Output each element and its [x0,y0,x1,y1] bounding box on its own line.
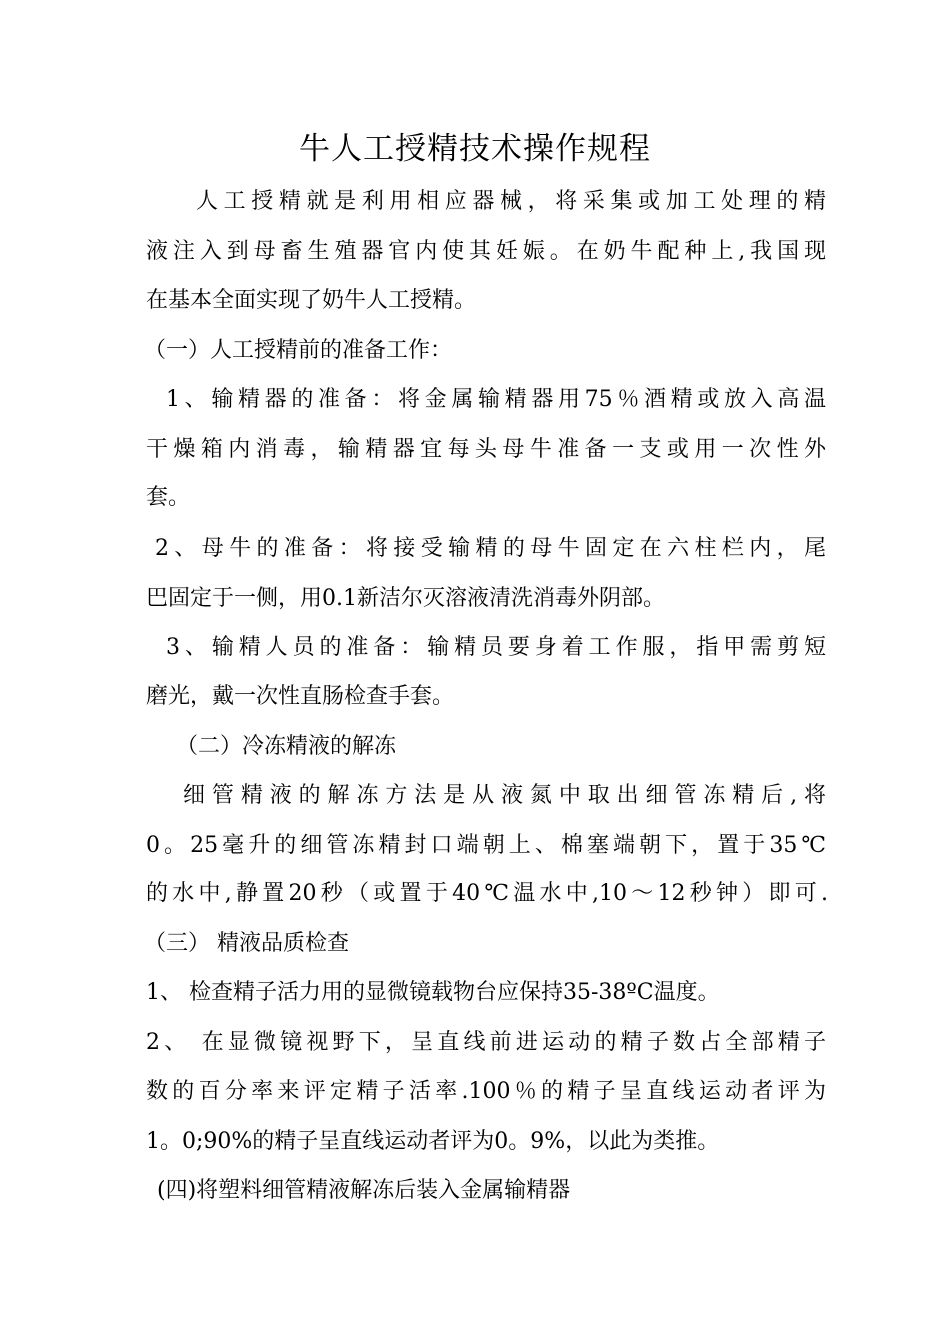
paragraph-line: 在基本全面实现了奶牛人工授精。 [146,288,477,313]
paragraph-line: 1、 检查精子活力用的显微镜载物台应保持35-38ºC温度。 [146,980,720,1005]
section-heading: (四)将塑料细管精液解冻后装入金属输精器 [157,1178,571,1203]
paragraph-line: 1。0;90%的精子呈直线运动者评为0。9%，以此为类推。 [146,1129,720,1154]
paragraph-line: 液注入到母畜生殖器官内使其妊娠。在奶牛配种上,我国现 [146,239,826,264]
document-title: 牛人工授精技术操作规程 [299,131,651,167]
paragraph-line: 1、输精器的准备：将金属输精器用75％酒精或放入高温 [166,387,826,412]
section-heading: （二）冷冻精液的解冻 [176,734,397,759]
paragraph-line: 细管精液的解冻方法是从液氮中取出细管冻精后,将 [183,783,826,808]
paragraph-line: 2、 在显微镜视野下，呈直线前进运动的精子数占全部精子 [146,1030,826,1055]
section-heading: （一）人工授精前的准备工作： [144,338,453,363]
section-heading: （三） 精液品质检查 [144,931,349,956]
paragraph-line: 磨光，戴一次性直肠检查手套。 [146,684,455,709]
paragraph-line: 数的百分率来评定精子活率.100％的精子呈直线运动者评为 [146,1079,826,1104]
paragraph-line: 人工授精就是利用相应器械，将采集或加工处理的精 [196,189,826,214]
paragraph-line: 的水中,静置20秒（或置于40℃温水中,10～12秒钟）即可. [146,881,828,906]
paragraph-line: 干燥箱内消毒，输精器宜每头母牛准备一支或用一次性外 [146,437,826,462]
paragraph-line: 0。25毫升的细管冻精封口端朝上、棉塞端朝下，置于35℃ [146,833,826,858]
paragraph-line: 巴固定于一侧，用0.1新洁尔灭溶液清洗消毒外阴部。 [146,586,665,611]
paragraph-line: 2、母牛的准备：将接受输精的母牛固定在六柱栏内，尾 [155,536,826,561]
paragraph-line: 3、输精人员的准备：输精员要身着工作服，指甲需剪短 [166,635,826,660]
paragraph-line: 套。 [146,485,191,510]
